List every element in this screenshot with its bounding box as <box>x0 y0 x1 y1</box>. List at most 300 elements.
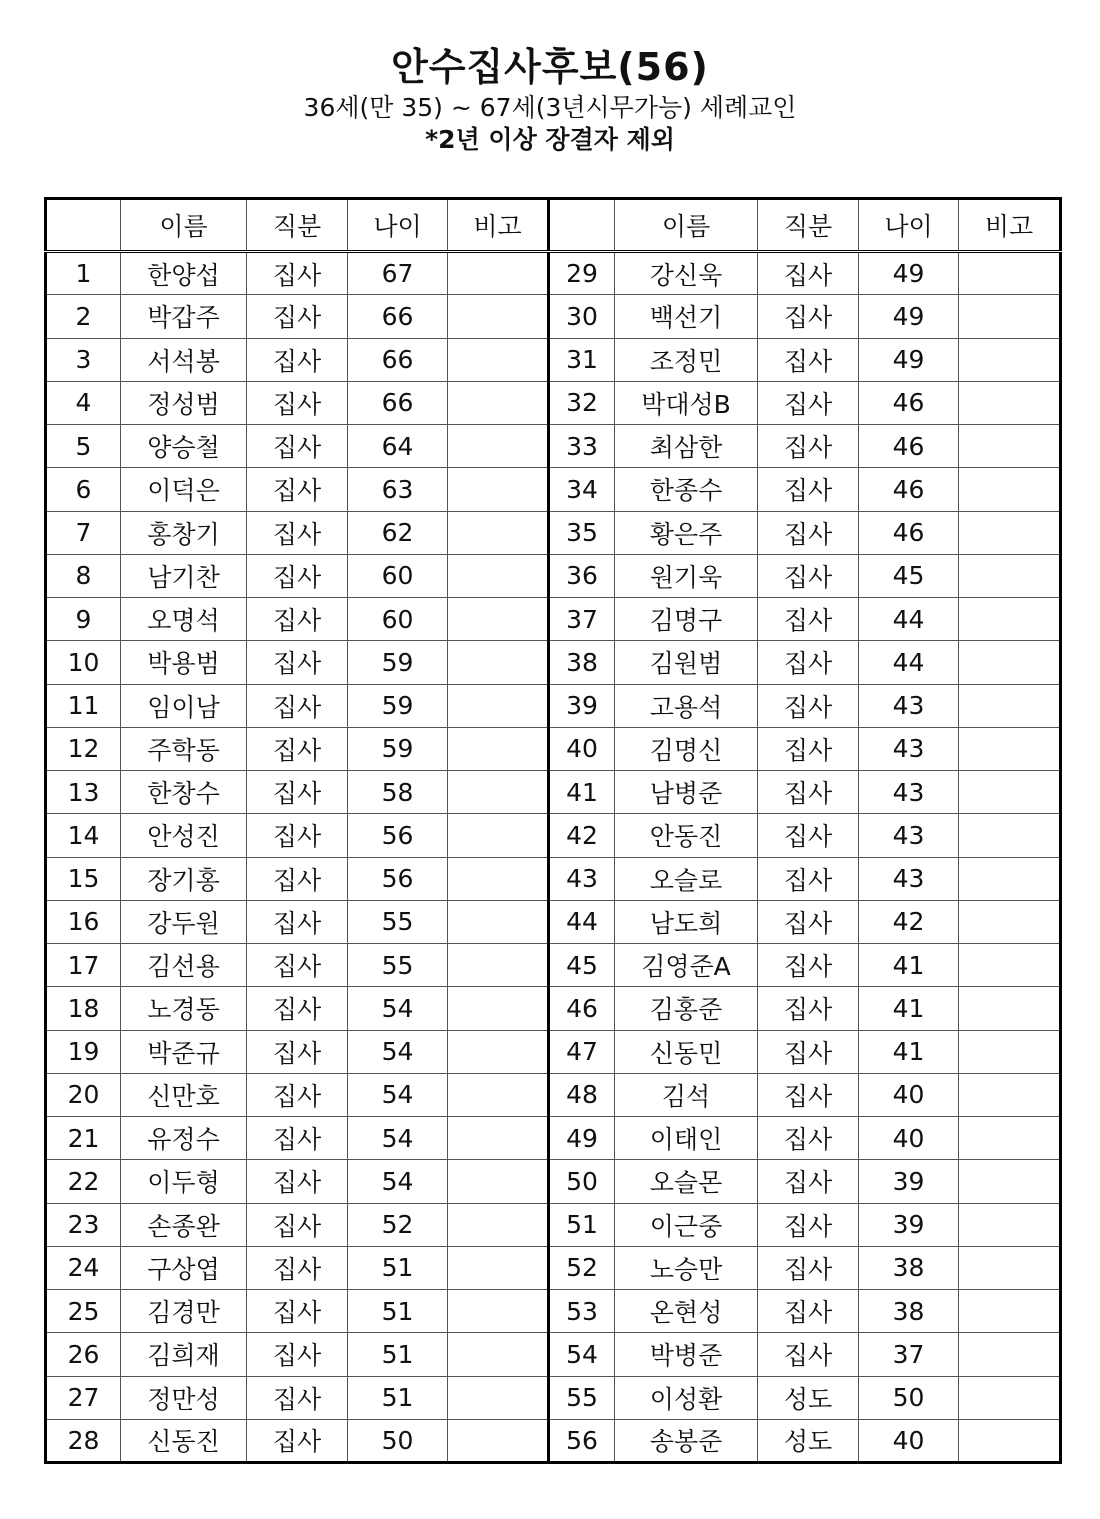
cell-no-right: 34 <box>549 468 615 511</box>
cell-position-right: 집사 <box>758 511 859 554</box>
cell-position-right: 성도 <box>758 1376 859 1419</box>
cell-age-left: 56 <box>348 814 448 857</box>
header-name-right: 이름 <box>615 199 758 252</box>
cell-age-right: 39 <box>859 1160 959 1203</box>
cell-no-left: 12 <box>46 727 121 770</box>
cell-remarks-left <box>448 554 549 597</box>
cell-no-left: 26 <box>46 1333 121 1376</box>
cell-age-left: 54 <box>348 1073 448 1116</box>
cell-age-right: 49 <box>859 252 959 295</box>
cell-position-left: 집사 <box>247 900 348 943</box>
cell-name-right: 김명신 <box>615 727 758 770</box>
cell-position-right: 집사 <box>758 814 859 857</box>
table-row <box>46 1030 1061 1073</box>
cell-name-left: 정성범 <box>121 381 247 424</box>
cell-remarks-left <box>448 857 549 900</box>
cell-no-right: 30 <box>549 295 615 338</box>
cell-name-right: 최삼한 <box>615 425 758 468</box>
cell-age-left: 51 <box>348 1290 448 1333</box>
cell-no-right: 37 <box>549 598 615 641</box>
table-row <box>46 1290 1061 1333</box>
cell-no-left: 17 <box>46 944 121 987</box>
cell-no-left: 4 <box>46 381 121 424</box>
cell-name-right: 황은주 <box>615 511 758 554</box>
cell-no-right: 29 <box>549 252 615 295</box>
cell-remarks-left <box>448 1333 549 1376</box>
cell-position-right: 집사 <box>758 1073 859 1116</box>
cell-no-right: 43 <box>549 857 615 900</box>
table-row <box>46 641 1061 684</box>
cell-age-left: 67 <box>348 252 448 295</box>
cell-no-left: 22 <box>46 1160 121 1203</box>
cell-name-left: 양승철 <box>121 425 247 468</box>
cell-position-left: 집사 <box>247 252 348 295</box>
cell-no-left: 20 <box>46 1073 121 1116</box>
cell-name-right: 백선기 <box>615 295 758 338</box>
cell-position-left: 집사 <box>247 684 348 727</box>
cell-position-right: 집사 <box>758 1203 859 1246</box>
cell-age-right: 46 <box>859 381 959 424</box>
cell-position-right: 성도 <box>758 1419 859 1462</box>
table-row <box>46 468 1061 511</box>
cell-age-right: 43 <box>859 814 959 857</box>
cell-position-left: 집사 <box>247 944 348 987</box>
cell-name-left: 김선용 <box>121 944 247 987</box>
cell-name-right: 김홍준 <box>615 987 758 1030</box>
cell-remarks-right <box>959 1333 1061 1376</box>
cell-age-right: 37 <box>859 1333 959 1376</box>
cell-remarks-right <box>959 1117 1061 1160</box>
cell-age-left: 66 <box>348 338 448 381</box>
cell-name-right: 조정민 <box>615 338 758 381</box>
cell-no-left: 13 <box>46 771 121 814</box>
cell-position-left: 집사 <box>247 381 348 424</box>
header-position-right: 직분 <box>758 199 859 252</box>
cell-age-right: 42 <box>859 900 959 943</box>
cell-remarks-right <box>959 1073 1061 1116</box>
table-row <box>46 554 1061 597</box>
cell-remarks-right <box>959 900 1061 943</box>
cell-no-right: 39 <box>549 684 615 727</box>
cell-position-left: 집사 <box>247 511 348 554</box>
cell-no-right: 56 <box>549 1419 615 1462</box>
cell-name-left: 홍창기 <box>121 511 247 554</box>
cell-age-left: 55 <box>348 900 448 943</box>
exclusion-note: *2년 이상 장결자 제외 <box>425 125 675 154</box>
cell-name-right: 한종수 <box>615 468 758 511</box>
cell-position-left: 집사 <box>247 1376 348 1419</box>
cell-remarks-left <box>448 1160 549 1203</box>
cell-age-right: 43 <box>859 857 959 900</box>
cell-name-right: 박병준 <box>615 1333 758 1376</box>
cell-name-right: 오슬몬 <box>615 1160 758 1203</box>
cell-age-right: 46 <box>859 425 959 468</box>
cell-age-left: 51 <box>348 1376 448 1419</box>
cell-position-right: 집사 <box>758 425 859 468</box>
cell-position-right: 집사 <box>758 857 859 900</box>
cell-no-right: 50 <box>549 1160 615 1203</box>
cell-name-right: 김영준A <box>615 944 758 987</box>
cell-age-left: 51 <box>348 1333 448 1376</box>
cell-age-left: 59 <box>348 641 448 684</box>
table-body <box>46 252 1061 1463</box>
cell-name-left: 오명석 <box>121 598 247 641</box>
cell-no-left: 9 <box>46 598 121 641</box>
cell-remarks-left <box>448 598 549 641</box>
cell-remarks-left <box>448 381 549 424</box>
cell-no-left: 28 <box>46 1419 121 1462</box>
cell-name-right: 이성환 <box>615 1376 758 1419</box>
cell-remarks-left <box>448 944 549 987</box>
cell-name-left: 박갑주 <box>121 295 247 338</box>
cell-name-right: 오슬로 <box>615 857 758 900</box>
cell-name-right: 신동민 <box>615 1030 758 1073</box>
cell-position-right: 집사 <box>758 468 859 511</box>
cell-remarks-right <box>959 511 1061 554</box>
cell-name-left: 임이남 <box>121 684 247 727</box>
cell-age-right: 46 <box>859 468 959 511</box>
table-row <box>46 857 1061 900</box>
table-row <box>46 1333 1061 1376</box>
cell-name-right: 노승만 <box>615 1246 758 1289</box>
cell-no-right: 31 <box>549 338 615 381</box>
cell-no-left: 1 <box>46 252 121 295</box>
cell-no-right: 35 <box>549 511 615 554</box>
cell-remarks-right <box>959 727 1061 770</box>
cell-name-right: 원기욱 <box>615 554 758 597</box>
cell-position-left: 집사 <box>247 1290 348 1333</box>
cell-age-left: 62 <box>348 511 448 554</box>
header-age-left: 나이 <box>348 199 448 252</box>
cell-age-right: 45 <box>859 554 959 597</box>
cell-remarks-right <box>959 684 1061 727</box>
cell-remarks-right <box>959 425 1061 468</box>
cell-age-left: 66 <box>348 295 448 338</box>
table-row <box>46 295 1061 338</box>
cell-remarks-left <box>448 814 549 857</box>
cell-name-right: 송봉준 <box>615 1419 758 1462</box>
table-row <box>46 727 1061 770</box>
cell-name-left: 신동진 <box>121 1419 247 1462</box>
cell-name-right: 고용석 <box>615 684 758 727</box>
header-no-left <box>46 199 121 252</box>
cell-no-right: 44 <box>549 900 615 943</box>
cell-no-right: 53 <box>549 1290 615 1333</box>
cell-remarks-right <box>959 857 1061 900</box>
cell-position-right: 집사 <box>758 252 859 295</box>
cell-no-left: 10 <box>46 641 121 684</box>
cell-no-left: 24 <box>46 1246 121 1289</box>
cell-name-left: 이덕은 <box>121 468 247 511</box>
cell-remarks-right <box>959 1376 1061 1419</box>
cell-age-right: 38 <box>859 1290 959 1333</box>
cell-no-right: 46 <box>549 987 615 1030</box>
cell-name-left: 노경동 <box>121 987 247 1030</box>
table-row <box>46 1073 1061 1116</box>
cell-remarks-right <box>959 554 1061 597</box>
table-row <box>46 338 1061 381</box>
cell-position-left: 집사 <box>247 1160 348 1203</box>
cell-position-left: 집사 <box>247 641 348 684</box>
cell-age-left: 51 <box>348 1246 448 1289</box>
cell-remarks-left <box>448 987 549 1030</box>
cell-name-right: 남도희 <box>615 900 758 943</box>
table-row <box>46 425 1061 468</box>
cell-remarks-left <box>448 771 549 814</box>
cell-age-left: 54 <box>348 1117 448 1160</box>
cell-remarks-left <box>448 1246 549 1289</box>
cell-remarks-left <box>448 1073 549 1116</box>
cell-name-left: 이두형 <box>121 1160 247 1203</box>
cell-remarks-left <box>448 295 549 338</box>
cell-no-right: 54 <box>549 1333 615 1376</box>
cell-name-left: 박용범 <box>121 641 247 684</box>
cell-name-left: 한양섭 <box>121 252 247 295</box>
cell-age-right: 40 <box>859 1419 959 1462</box>
cell-no-left: 2 <box>46 295 121 338</box>
cell-remarks-left <box>448 511 549 554</box>
cell-position-left: 집사 <box>247 295 348 338</box>
cell-position-left: 집사 <box>247 857 348 900</box>
table-row <box>46 381 1061 424</box>
header-remarks-right: 비고 <box>959 199 1061 252</box>
header-name-left: 이름 <box>121 199 247 252</box>
cell-age-right: 44 <box>859 641 959 684</box>
table-row <box>46 900 1061 943</box>
cell-age-left: 52 <box>348 1203 448 1246</box>
cell-position-right: 집사 <box>758 1030 859 1073</box>
table-row <box>46 1246 1061 1289</box>
header-position-left: 직분 <box>247 199 348 252</box>
cell-age-right: 41 <box>859 987 959 1030</box>
table-row <box>46 1419 1061 1462</box>
cell-no-left: 27 <box>46 1376 121 1419</box>
cell-remarks-left <box>448 1290 549 1333</box>
cell-name-right: 김석 <box>615 1073 758 1116</box>
cell-remarks-left <box>448 425 549 468</box>
cell-remarks-right <box>959 987 1061 1030</box>
cell-age-right: 44 <box>859 598 959 641</box>
cell-position-right: 집사 <box>758 641 859 684</box>
document-title: 안수집사후보(56) <box>391 45 709 89</box>
cell-remarks-right <box>959 1160 1061 1203</box>
cell-no-left: 3 <box>46 338 121 381</box>
cell-no-left: 8 <box>46 554 121 597</box>
cell-position-left: 집사 <box>247 771 348 814</box>
cell-age-left: 55 <box>348 944 448 987</box>
cell-remarks-left <box>448 900 549 943</box>
cell-no-left: 6 <box>46 468 121 511</box>
cell-no-right: 49 <box>549 1117 615 1160</box>
cell-remarks-right <box>959 814 1061 857</box>
cell-age-right: 50 <box>859 1376 959 1419</box>
cell-remarks-left <box>448 1376 549 1419</box>
cell-position-left: 집사 <box>247 1333 348 1376</box>
cell-age-left: 54 <box>348 1160 448 1203</box>
cell-remarks-left <box>448 684 549 727</box>
cell-no-left: 15 <box>46 857 121 900</box>
cell-age-left: 66 <box>348 381 448 424</box>
cell-no-right: 33 <box>549 425 615 468</box>
cell-no-right: 42 <box>549 814 615 857</box>
cell-no-left: 5 <box>46 425 121 468</box>
table-row <box>46 944 1061 987</box>
cell-position-left: 집사 <box>247 1419 348 1462</box>
cell-position-right: 집사 <box>758 338 859 381</box>
cell-remarks-right <box>959 641 1061 684</box>
cell-age-right: 39 <box>859 1203 959 1246</box>
cell-remarks-right <box>959 771 1061 814</box>
cell-name-left: 박준규 <box>121 1030 247 1073</box>
cell-age-left: 59 <box>348 727 448 770</box>
cell-age-right: 43 <box>859 727 959 770</box>
cell-remarks-right <box>959 252 1061 295</box>
cell-position-right: 집사 <box>758 900 859 943</box>
cell-remarks-right <box>959 1203 1061 1246</box>
cell-position-left: 집사 <box>247 1073 348 1116</box>
cell-name-right: 박대성B <box>615 381 758 424</box>
table-row <box>46 684 1061 727</box>
cell-age-left: 50 <box>348 1419 448 1462</box>
cell-age-right: 40 <box>859 1073 959 1116</box>
cell-position-left: 집사 <box>247 598 348 641</box>
header-no-right <box>549 199 615 252</box>
cell-no-left: 18 <box>46 987 121 1030</box>
table-row <box>46 1203 1061 1246</box>
table-row <box>46 987 1061 1030</box>
cell-position-left: 집사 <box>247 1246 348 1289</box>
cell-name-left: 안성진 <box>121 814 247 857</box>
cell-name-left: 남기찬 <box>121 554 247 597</box>
cell-name-right: 남병준 <box>615 771 758 814</box>
cell-no-left: 16 <box>46 900 121 943</box>
cell-no-right: 36 <box>549 554 615 597</box>
cell-remarks-right <box>959 1290 1061 1333</box>
cell-remarks-left <box>448 468 549 511</box>
cell-age-left: 58 <box>348 771 448 814</box>
cell-position-left: 집사 <box>247 425 348 468</box>
cell-age-left: 56 <box>348 857 448 900</box>
cell-remarks-left <box>448 1419 549 1462</box>
cell-remarks-left <box>448 727 549 770</box>
cell-name-right: 이태인 <box>615 1117 758 1160</box>
table-row <box>46 771 1061 814</box>
cell-position-right: 집사 <box>758 381 859 424</box>
cell-no-right: 52 <box>549 1246 615 1289</box>
cell-position-right: 집사 <box>758 944 859 987</box>
cell-name-left: 서석봉 <box>121 338 247 381</box>
age-range-subtitle: 36세(만 35) ~ 67세(3년시무가능) 세례교인 <box>303 93 797 122</box>
cell-no-right: 32 <box>549 381 615 424</box>
cell-position-right: 집사 <box>758 598 859 641</box>
cell-position-left: 집사 <box>247 468 348 511</box>
cell-age-left: 60 <box>348 598 448 641</box>
cell-remarks-right <box>959 295 1061 338</box>
cell-remarks-right <box>959 944 1061 987</box>
cell-position-left: 집사 <box>247 1030 348 1073</box>
cell-position-right: 집사 <box>758 684 859 727</box>
cell-name-right: 김원범 <box>615 641 758 684</box>
cell-name-left: 주학동 <box>121 727 247 770</box>
cell-no-left: 23 <box>46 1203 121 1246</box>
cell-position-left: 집사 <box>247 554 348 597</box>
cell-age-right: 43 <box>859 684 959 727</box>
cell-position-left: 집사 <box>247 814 348 857</box>
cell-no-right: 41 <box>549 771 615 814</box>
cell-remarks-left <box>448 641 549 684</box>
cell-remarks-right <box>959 1030 1061 1073</box>
cell-name-left: 장기홍 <box>121 857 247 900</box>
cell-remarks-left <box>448 1203 549 1246</box>
cell-age-left: 54 <box>348 987 448 1030</box>
cell-position-right: 집사 <box>758 727 859 770</box>
cell-age-left: 59 <box>348 684 448 727</box>
cell-age-right: 41 <box>859 1030 959 1073</box>
cell-no-right: 48 <box>549 1073 615 1116</box>
cell-age-right: 49 <box>859 338 959 381</box>
cell-position-right: 집사 <box>758 295 859 338</box>
header-age-right: 나이 <box>859 199 959 252</box>
cell-remarks-right <box>959 381 1061 424</box>
cell-age-left: 63 <box>348 468 448 511</box>
cell-position-left: 집사 <box>247 1203 348 1246</box>
cell-position-left: 집사 <box>247 338 348 381</box>
cell-position-right: 집사 <box>758 1117 859 1160</box>
candidate-table <box>44 197 1062 1464</box>
cell-position-right: 집사 <box>758 1160 859 1203</box>
table-row <box>46 598 1061 641</box>
cell-remarks-right <box>959 1419 1061 1462</box>
cell-position-right: 집사 <box>758 554 859 597</box>
cell-name-right: 이근중 <box>615 1203 758 1246</box>
cell-name-right: 김명구 <box>615 598 758 641</box>
table-row <box>46 252 1061 295</box>
cell-position-left: 집사 <box>247 727 348 770</box>
cell-remarks-left <box>448 1030 549 1073</box>
cell-remarks-right <box>959 338 1061 381</box>
cell-no-right: 45 <box>549 944 615 987</box>
cell-name-left: 구상엽 <box>121 1246 247 1289</box>
cell-age-right: 41 <box>859 944 959 987</box>
cell-no-left: 7 <box>46 511 121 554</box>
cell-age-right: 43 <box>859 771 959 814</box>
cell-age-right: 38 <box>859 1246 959 1289</box>
cell-age-left: 64 <box>348 425 448 468</box>
cell-position-right: 집사 <box>758 1290 859 1333</box>
cell-age-right: 40 <box>859 1117 959 1160</box>
cell-no-right: 47 <box>549 1030 615 1073</box>
cell-remarks-left <box>448 1117 549 1160</box>
cell-age-left: 54 <box>348 1030 448 1073</box>
cell-no-right: 51 <box>549 1203 615 1246</box>
cell-no-right: 40 <box>549 727 615 770</box>
cell-name-left: 정만성 <box>121 1376 247 1419</box>
table-row <box>46 511 1061 554</box>
table-row <box>46 1160 1061 1203</box>
cell-name-left: 강두원 <box>121 900 247 943</box>
cell-remarks-right <box>959 1246 1061 1289</box>
cell-position-right: 집사 <box>758 1333 859 1376</box>
cell-position-left: 집사 <box>247 1117 348 1160</box>
cell-name-left: 신만호 <box>121 1073 247 1116</box>
cell-remarks-left <box>448 252 549 295</box>
table-row <box>46 1117 1061 1160</box>
cell-no-right: 38 <box>549 641 615 684</box>
cell-no-left: 21 <box>46 1117 121 1160</box>
cell-no-left: 14 <box>46 814 121 857</box>
cell-remarks-right <box>959 598 1061 641</box>
cell-name-right: 온현성 <box>615 1290 758 1333</box>
